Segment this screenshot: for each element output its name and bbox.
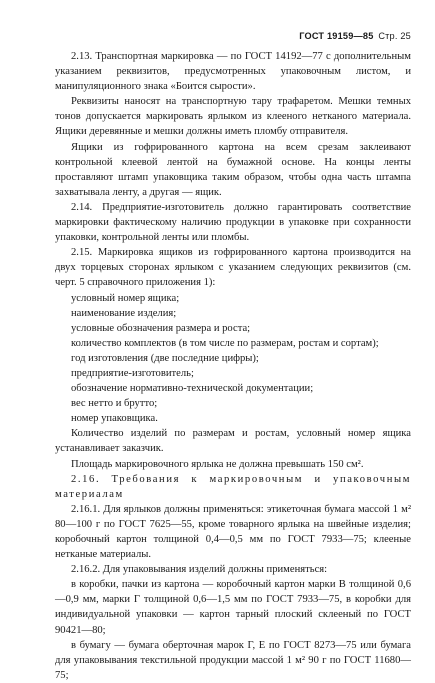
paragraph-cardboard: в коробки, пачки из картона — коробочный картон марки В толщиной 0,6—0,9 мм, марки Г толщиной 0,6—1,5 мм по ГОСТ 7933—75, в коробки для индивидуальной упаковки — картон тарный плоский склееный по ГОСТ 90421—80; (55, 579, 411, 636)
list-item: номер упаковщика. (71, 413, 158, 425)
clause-2-16-1: 2.16.1. Для ярлыков должны применяться: этикеточная бумага массой 1 м² 80—100 г по ГОСТ 7625—55, кроме товарного ярлыка на швейные изделия; коробочный картон толщиной 0,4—0,5 мм по ГОСТ 7933—75; клееные нетканые материалы. (55, 503, 411, 561)
paragraph-label-area: Площадь маркировочного ярлыка не должна превышать 150 см². (71, 458, 364, 470)
page-number: Стр. 25 (378, 31, 411, 41)
clause-2-15: 2.15. Маркировка ящиков из гофрированного картона производится на двух торцевых сторонах ярлыком с указанием следующих реквизитов (см. черт. 5 справочного приложения 1): (55, 247, 411, 289)
clause-2-13: 2.13. Транспортная маркировка — по ГОСТ 14192—77 с дополнительным указанием реквизитов, предусмотренных упаковочным листом, и манипуляционного знака «Боится сырости». (55, 51, 411, 93)
list-item: количество комплектов (в том числе по размерам, ростам и сортам); (71, 337, 379, 349)
paragraph-paper: в бумагу — бумага оберточная марок Г, Е по ГОСТ 8273—75 или бумага для упаковывания текстильной продукции массой 1 м² 90 г по ГОСТ 11680—75; (55, 639, 411, 681)
requisites-list (55, 291, 411, 427)
list-item: наименование изделия; (71, 307, 177, 319)
clause-2-16-2: 2.16.2. Для упаковывания изделий должны применяться: (71, 564, 328, 576)
paragraph-boxes-sealing: Ящики из гофрированного картона на всем срезам заклеивают контрольной клеевой лентой на бумажной основе. На концы ленты проставляют штамп упаковщика таким образом, чтобы одна часть штампа захватывала ленту, а другая — ящик. (55, 141, 411, 198)
list-item: предприятие-изготовитель; (71, 367, 194, 379)
list-item: условные обозначения размера и роста; (71, 322, 251, 334)
clause-2-16-heading: 2.16. Требования к маркировочным и упаковочным материалам (55, 473, 411, 500)
list-item: обозначение нормативно-технической документации; (71, 383, 314, 395)
list-item: год изготовления (две последние цифры); (71, 352, 259, 364)
paragraph-requisites: Реквизиты наносят на транспортную тару трафаретом. Мешки темных тонов допускается маркировать ярлыком из клееного нетканого материала. Ящики деревянные и мешки должны иметь пломбу отправителя. (55, 96, 411, 138)
list-item: вес нетто и брутто; (71, 398, 158, 410)
clause-2-14: 2.14. Предприятие-изготовитель должно гарантировать соответствие маркировки фактическому наличию продукции в упаковке при сохранности упаковки, контрольной ленты или пломбы. (55, 201, 411, 244)
page-header (55, 30, 411, 42)
paragraph-customer: Количество изделий по размерам и ростам, условный номер ящика устанавливает заказчик. (55, 428, 411, 455)
list-item: условный номер ящика; (71, 292, 180, 304)
standard-number: ГОСТ 19159—85 (299, 31, 374, 41)
